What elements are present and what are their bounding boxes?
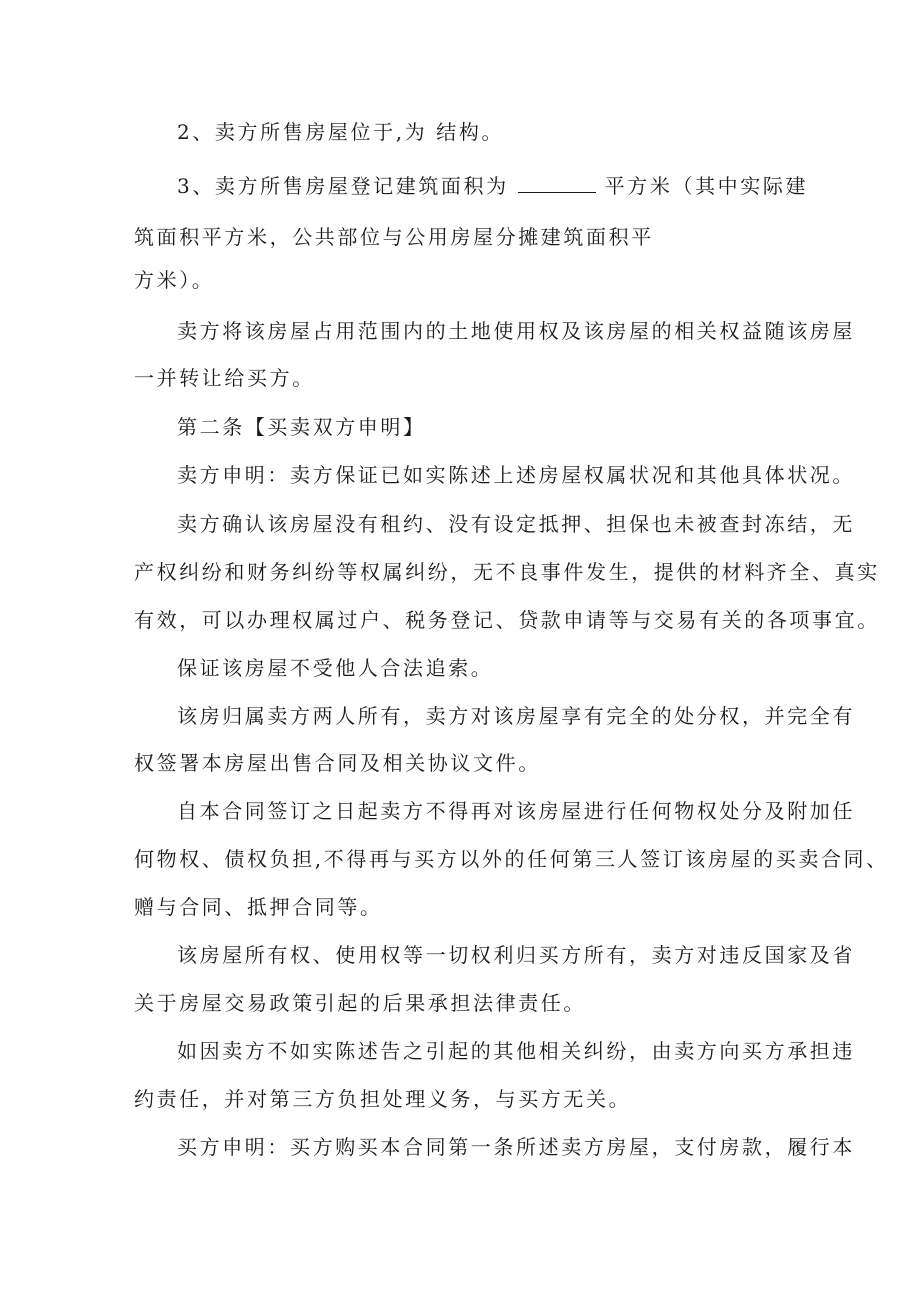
paragraph-line: 卖方确认该房屋没有租约、没有设定抵押、担保也未被查封冻结，无	[177, 512, 855, 536]
paragraph-line: 权签署本房屋出售合同及相关协议文件。	[134, 751, 541, 775]
paragraph-line: 有效，可以办理权属过户、税务登记、贷款申请等与交易有关的各项事宜。	[134, 608, 880, 632]
article-heading: 第二条【买卖双方申明】	[177, 415, 426, 439]
paragraph-line: 方米）。	[134, 268, 215, 292]
blank-field	[518, 172, 596, 193]
paragraph-line: 保证该房屋不受他人合法追索。	[177, 656, 494, 680]
paragraph-line: 约责任，并对第三方负担处理义务，与买方无关。	[134, 1087, 632, 1111]
paragraph-line: 一并转让给买方。	[134, 366, 315, 390]
paragraph-line: 何物权、债权负担,不得再与买方以外的任何第三人签订该房屋的买卖合同、	[134, 847, 889, 871]
paragraph-line: 2、卖方所售房屋位于,为 结构。	[177, 120, 505, 144]
paragraph-line: 卖方申明：卖方保证已如实陈述上述房屋权属状况和其他具体状况。	[177, 463, 855, 487]
paragraph-line: 该房归属卖方两人所有，卖方对该房屋享有完全的处分权，并完全有	[177, 704, 855, 728]
paragraph-line: 筑面积平方米，公共部位与公用房屋分摊建筑面积平	[134, 225, 654, 249]
paragraph-line: 赠与合同、抵押合同等。	[134, 895, 383, 919]
paragraph-line: 卖方将该房屋占用范围内的土地使用权及该房屋的相关权益随该房屋	[177, 319, 855, 343]
paragraph-line: 如因卖方不如实陈述告之引起的其他相关纠纷，由卖方向买方承担违	[177, 1039, 855, 1063]
line-text: 3、卖方所售房屋登记建筑面积为	[177, 174, 509, 198]
paragraph-line: 产权纠纷和财务纠纷等权属纠纷，无不良事件发生，提供的材料齐全、真实	[134, 560, 880, 584]
line-text: 平方米（其中实际建	[604, 174, 809, 198]
paragraph-line: 该房屋所有权、使用权等一切权利归买方所有，卖方对违反国家及省	[177, 943, 855, 967]
paragraph-line: 关于房屋交易政策引起的后果承担法律责任。	[134, 991, 586, 1015]
paragraph-line	[177, 172, 808, 200]
paragraph-line: 买方申明：买方购买本合同第一条所述卖方房屋，支付房款，履行本	[177, 1135, 855, 1159]
paragraph-line: 自本合同签订之日起卖方不得再对该房屋进行任何物权处分及附加任	[177, 799, 855, 823]
